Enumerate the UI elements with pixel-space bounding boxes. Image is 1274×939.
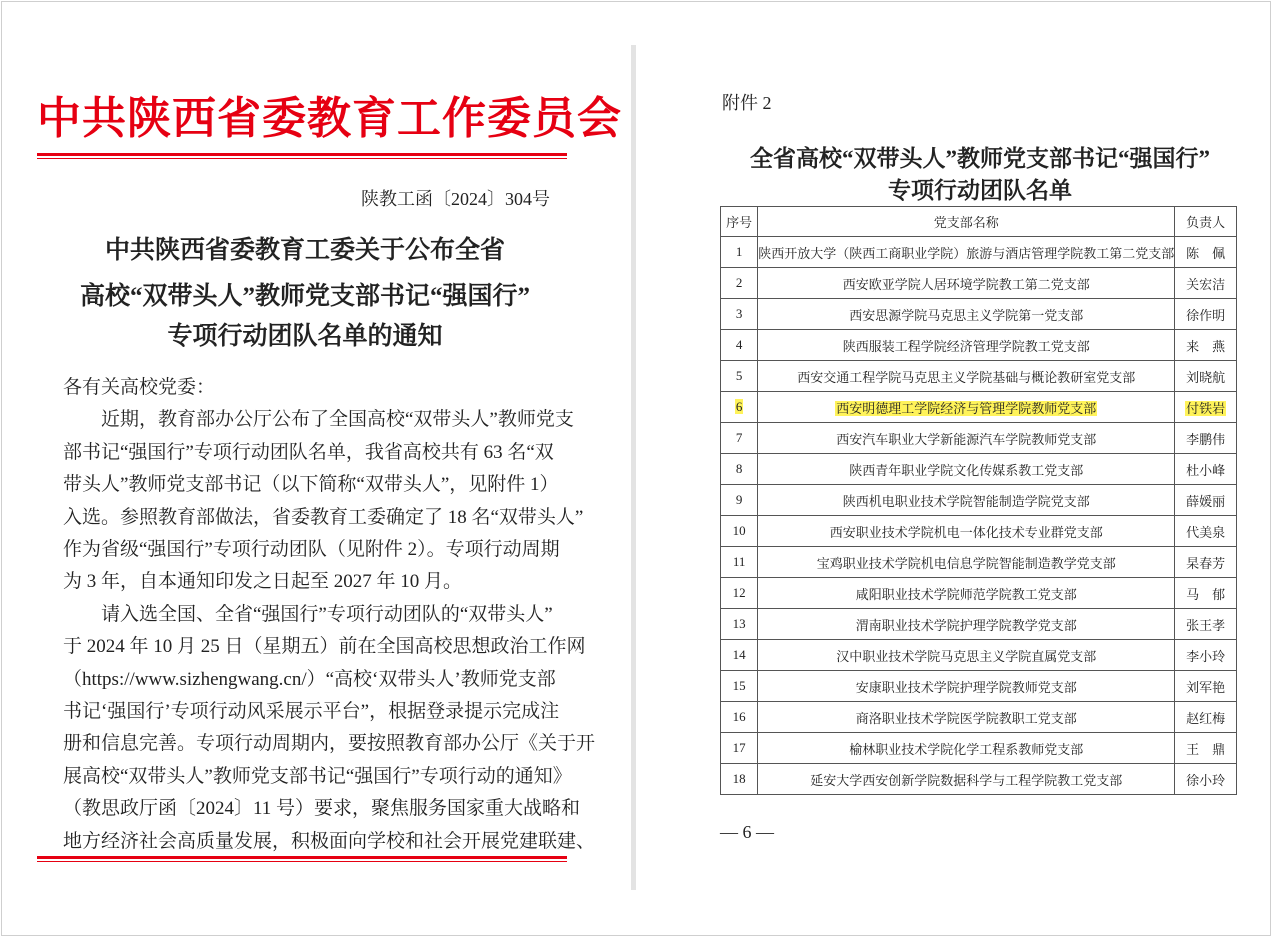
row-index-cell [721,578,758,609]
leader-name-cell [1175,578,1237,609]
notice-title-line: 高校“双带头人”教师党支部书记“强国行” [79,283,530,310]
row-index: 4 [735,337,743,352]
leader-name-cell [1175,640,1237,671]
table-row [721,702,1237,733]
branch-name-cell [758,516,1175,547]
branch-name: 咸阳职业技术学院师范学院教工党支部 [855,586,1077,602]
row-index: 3 [735,306,743,321]
branch-name-cell [758,702,1175,733]
leader-name-cell [1175,330,1237,361]
row-index-cell [721,671,758,702]
body-text-line: 入选。参照教育部做法，省委教育工委确定了 18 名“双带头人” [63,506,584,528]
row-index-cell [721,764,758,795]
branch-name-cell [758,764,1175,795]
branch-name: 延安大学西安创新学院数据科学与工程学院教工党支部 [810,772,1123,788]
leader-name: 付铁岩 [1186,400,1226,416]
table-row [721,609,1237,640]
branch-name: 榆林职业技术学院化学工程系教师党支部 [849,741,1084,757]
leader-name-cell [1175,299,1237,330]
branch-name-cell [758,547,1175,578]
branch-name: 安康职业技术学院护理学院教师党支部 [855,679,1077,695]
branch-name: 西安交通工程学院马克思主义学院基础与概论教研室党支部 [797,369,1136,385]
leader-name-cell [1175,733,1237,764]
leader-name: 来 燕 [1186,338,1226,354]
body-text-line: （https://www.sizhengwang.cn/）“高校‘双带头人’教师党支部 [63,668,556,690]
header-leader: 负责人 [1175,207,1237,237]
branch-name: 渭南职业技术学院护理学院教学党支部 [855,617,1077,633]
branch-name: 西安汽车职业大学新能源汽车学院教师党支部 [836,431,1097,447]
page-divider [631,45,636,890]
branch-name-cell [758,299,1175,330]
leader-name-cell [1175,547,1237,578]
page-number: — 6 — [720,822,774,842]
branch-name: 西安明德理工学院经济与管理学院教师党支部 [836,400,1097,416]
table-row [721,671,1237,702]
row-index-cell [721,237,758,268]
leader-name: 代美泉 [1186,524,1226,540]
row-index: 10 [732,523,746,538]
leader-name: 马 郁 [1186,586,1226,602]
red-rule-bottom [37,856,567,859]
branch-name-cell [758,578,1175,609]
row-index-cell [721,423,758,454]
row-index: 8 [735,461,743,476]
leader-name: 徐小玲 [1186,772,1226,788]
body-text-line: 作为省级“强国行”专项行动团队（见附件 2）。专项行动周期 [63,539,560,560]
table-row [721,454,1237,485]
leader-name-cell [1175,268,1237,299]
row-index-cell [721,330,758,361]
body-text-line: 册和信息完善。专项行动周期内，要按照教育部办公厅《关于开 [63,733,596,755]
table-row [721,516,1237,547]
row-index-cell [721,547,758,578]
leader-name-cell [1175,392,1237,423]
body-text-line: 书记‘强国行’专项行动风采展示平台”，根据登录提示完成注 [63,701,560,722]
branch-name: 宝鸡职业技术学院机电信息学院智能制造教学党支部 [816,555,1116,571]
leader-name-cell [1175,361,1237,392]
branch-name-cell [758,423,1175,454]
row-index-cell [721,485,758,516]
body-text-line: 带头人”教师党支部书记（以下简称“双带头人”，见附件 1） [63,474,559,496]
leader-name: 李鹏伟 [1186,431,1226,447]
leader-name: 刘晓航 [1186,369,1226,385]
issuer-header: 中共陕西省委教育工作委员会 [37,94,622,143]
branch-name: 陕西青年职业学院文化传媒系教工党支部 [849,462,1084,478]
table-row [721,268,1237,299]
leader-name: 陈 佩 [1186,245,1226,261]
branch-name-cell [758,330,1175,361]
row-index-cell [721,299,758,330]
row-index: 13 [732,616,746,631]
body-text-line: 各有关高校党委： [63,377,216,398]
body-text-line: 近期，教育部办公厅公布了全国高校“双带头人”教师党支 [63,409,574,431]
table-row [721,733,1237,764]
doc-number: 陕教工函〔2024〕304号 [361,189,550,209]
branch-name: 西安职业技术学院机电一体化技术专业群党支部 [829,524,1103,540]
table-row [721,578,1237,609]
body-text-line: 请入选全国、全省“强国行”专项行动团队的“双带头人” [63,603,553,625]
row-index: 1 [735,244,743,259]
branch-name-cell [758,485,1175,516]
row-index-cell [721,361,758,392]
row-index: 5 [735,368,743,383]
header-index: 序号 [721,207,758,237]
branch-name: 西安思源学院马克思主义学院第一党支部 [849,307,1084,323]
branch-name-cell [758,733,1175,764]
leader-name: 赵红梅 [1186,710,1226,726]
row-index: 14 [732,647,746,662]
leader-name: 杲春芳 [1186,555,1226,571]
leader-name-cell [1175,237,1237,268]
row-index: 7 [735,430,743,445]
row-index: 2 [735,275,743,290]
branch-name-cell [758,268,1175,299]
row-index-cell [721,733,758,764]
leader-name-cell [1175,485,1237,516]
row-index: 9 [735,492,743,507]
leader-name-cell [1175,423,1237,454]
leader-name: 王 鼎 [1186,741,1226,757]
branch-name: 西安欧亚学院人居环境学院教工第二党支部 [842,276,1090,292]
row-index: 17 [732,740,746,755]
attachment-label: 附件 2 [722,93,772,113]
red-rule-top [37,153,567,156]
body-text-line: 为 3 年，自本通知印发之日起至 2027 年 10 月。 [63,571,463,593]
leader-name: 张王孝 [1186,617,1226,633]
table-row [721,640,1237,671]
branch-name-cell [758,609,1175,640]
row-index-cell [721,268,758,299]
body-text-line: 地方经济社会高质量发展，积极面向学校和社会开展党建联建、 [63,830,596,852]
leader-name-cell [1175,671,1237,702]
table-row [721,361,1237,392]
team-list-table [720,206,1237,795]
leader-name: 李小玲 [1186,648,1226,664]
header-branch-name: 党支部名称 [758,207,1175,237]
row-index-cell [721,702,758,733]
table-row [721,764,1237,795]
leader-name: 关宏洁 [1186,276,1226,292]
row-index: 12 [732,585,746,600]
leader-name: 刘军艳 [1186,679,1226,695]
leader-name-cell [1175,702,1237,733]
leader-name: 杜小峰 [1186,462,1226,478]
row-index-cell [721,516,758,547]
row-index: 6 [735,399,743,414]
leader-name-cell [1175,764,1237,795]
leader-name: 薛媛丽 [1186,493,1226,509]
branch-name: 陕西服装工程学院经济管理学院教工党支部 [842,338,1090,354]
branch-name-cell [758,454,1175,485]
notice-title-line: 中共陕西省委教育工委关于公布全省 [104,237,505,264]
row-index: 15 [732,678,746,693]
branch-name: 商洛职业技术学院医学院教职工党支部 [855,710,1077,726]
branch-name-cell [758,392,1175,423]
body-text-line: 展高校“双带头人”教师党支部书记“强国行”专项行动的通知》 [63,765,572,787]
leader-name: 徐作明 [1186,307,1226,323]
branch-name-cell [758,361,1175,392]
row-index: 11 [732,554,746,569]
branch-name-cell [758,671,1175,702]
row-index-cell [721,392,758,423]
row-index-cell [721,640,758,671]
table-row [721,392,1237,423]
row-index: 18 [732,771,746,786]
leader-name-cell [1175,454,1237,485]
leader-name-cell [1175,516,1237,547]
body-text-line: 于 2024 年 10 月 25 日（星期五）前在全国高校思想政治工作网 [63,636,586,658]
table-row [721,485,1237,516]
table-row [721,547,1237,578]
list-title-line: 全省高校“双带头人”教师党支部书记“强国行” [750,146,1210,171]
red-rule-top-thin [37,158,567,159]
branch-name: 陕西机电职业技术学院智能制造学院党支部 [842,493,1090,509]
branch-name: 陕西开放大学（陕西工商职业学院）旅游与酒店管理学院教工第二党支部 [758,245,1175,261]
branch-name: 汉中职业技术学院马克思主义学院直属党支部 [836,648,1097,664]
table-row [721,423,1237,454]
branch-name-cell [758,237,1175,268]
body-text-line: （教思政厅函〔2024〕11 号）要求，聚焦服务国家重大战略和 [63,798,581,820]
table-row [721,237,1237,268]
list-title-line: 专项行动团队名单 [888,178,1072,203]
body-text-line: 部书记“强国行”专项行动团队名单，我省高校共有 63 名“双 [63,441,554,463]
notice-title-line: 专项行动团队名单的通知 [167,323,443,350]
row-index-cell [721,609,758,640]
branch-name-cell [758,640,1175,671]
row-index: 16 [732,709,746,724]
leader-name-cell [1175,609,1237,640]
table-row [721,299,1237,330]
row-index-cell [721,454,758,485]
red-rule-bottom-thin [37,861,567,862]
table-row [721,330,1237,361]
